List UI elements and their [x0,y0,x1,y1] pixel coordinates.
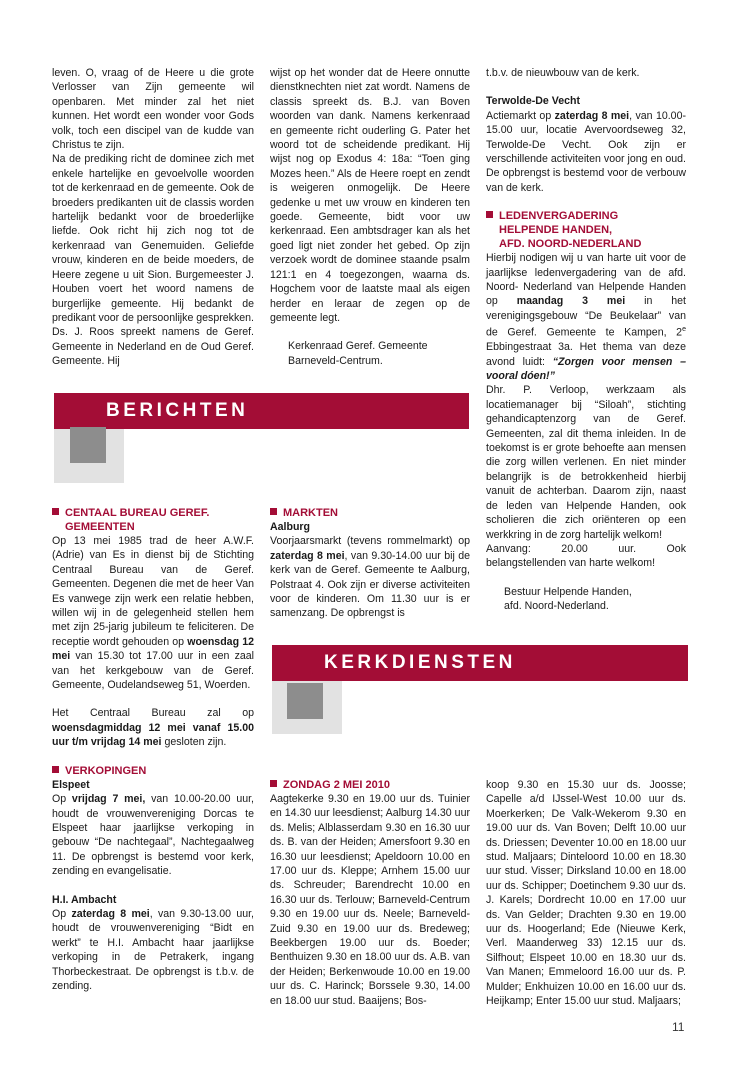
column-3-zondag [486,778,686,1009]
paragraph: leven. O, vraag of de Heere u die grote Verlosser van Zijn gemeente wil openbaren. Met minder zal het niet kunnen. Het wordt een wonder voor Gods volk, toch een discipel van de kudde van Christus te zijn. [52,67,254,152]
column-1-top [52,66,254,369]
markten-heading: MARKTEN [270,506,470,520]
paragraph: Op vrijdag 7 mei, van 10.00-20.00 uur, houdt de vrouwenvereniging Dorcas te Elspeet haar jaarlijkse verkoping in gebouw “De nachtegaal”, Nachtegaalweg 11. De opbrengst is bestemd voor kerk, zending en evangelisatie. [52,793,254,878]
bullet-square-icon [52,508,59,515]
bullet-square-icon [52,766,59,773]
paragraph: Hierbij nodigen wij u van harte uit voor de jaarlijkse ledenvergadering van de afd. Noord- Nederland van Helpende Handen op maandag 3 mei in het verenigingsgebouw “De Beukelaar” van de Geref. Gemeente te Kampen, 2e Ebbingestraat 3a. Het thema van deze avond luidt: “Zorgen voor mensen – vooral dóen!” [486,252,687,383]
paragraph: Aanvang: 20.00 uur. Ook belangstellenden van harte welkom! [486,542,686,570]
paragraph: Aagtekerke 9.30 en 19.00 uur ds. Tuinier en 14.30 uur leesdienst; Aalburg 14.30 uur ds. Melis; Alblasserdam 9.30 en 16.30 uur ds. B. van der Heiden; Amersfoort 9.30 en 16.30 uur leesdienst; Apeldoorn 10.00 en 17.00 uur ds. Kleppe; Arnhem 15.00 uur ds. Schreuder; Barendrecht 10.00 en 16.30 uur ds. Terlouw; Barneveld-Centrum 9.30 en 19.00 uur ds. Neele; Barneveld-Zuid 9.30 en 19.00 uur ds. Bredeweg; Beekbergen 19.00 uur ds. Boeder; Benthuizen 9.30 en 18.00 uur ds. A.B. van der Heiden; Berkenwoude 10.00 en 19.00 uur ds. C. Harinck; Borssele 9.30, 14.00 en 18.00 uur stud. Baaijens; Bos- [270,793,470,1007]
paragraph: Voorjaarsmarkt (tevens rommelmarkt) op zaterdag 8 mei, van 9.30-14.00 uur bij de kerk van de Geref. Gemeente te Aalburg, Polstraat 4. Ook zijn er diverse activiteiten voor de kinderen. Om 11.30 uur is er samenzang. De opbrengst is [270,535,470,620]
ledenvergadering-heading: LEDENVERGADERING HELPENDE HANDEN, AFD. NOORD-NEDERLAND [486,209,686,251]
berichten-banner [54,393,469,429]
signature: Kerkenraad Geref. Gemeente Barneveld-Centrum. [288,340,428,367]
aalburg-title: Aalburg [270,521,311,533]
paragraph: Het Centraal Bureau zal op woensdagmiddag 12 mei vanaf 15.00 uur t/m vrijdag 14 mei gesloten zijn. [52,707,254,749]
column-2-markten [270,506,470,621]
banner-decoration [70,427,106,463]
zondag-heading: ZONDAG 2 MEI 2010 [270,778,470,792]
kerkdiensten-title: KERKDIENSTEN [324,652,516,673]
ambacht-title: H.I. Ambacht [52,893,117,906]
paragraph: Dhr. P. Verloop, werkzaam als locatiemanager bij “Siloah”, stichting gehandicaptenzorg van de Geref. Gemeenten, zal dit thema inleiden. In de toekomst is er grote behoefte aan mensen die zorg willen verlenen. En niet minder belangrijk is de betrokkenheid hierbij vanuit de achterban. Daarom zijn, naast de leden van Helpende Handen, ook scholieren die zich oriënteren op een werkkring in de zorg hartelijk welkom! [486,384,686,541]
paragraph: Na de prediking richt de dominee zich met enkele hartelijke en gevoelvolle woorden tot de kerkenraad en de gemeente. Ook de broeders predikanten uit de classis worden hartelijk bedankt voor de broederlijke liefde. Ook richt hij zich nog tot de kerkenraad van Genemuiden. Geliefde vrouw, kinderen en de beide moeders, de Heere zegene u uit Sion. Burgemeester J. Houben voert het woord namens de burgerlijke gemeente. Hij bedankt de predikant voor de persoonlijke gesprekken. Ds. J. Roos spreekt namens de Geref. Gemeente in Nederland en de Oud Geref. Gemeente. Hij [52,153,255,368]
verkopingen-heading: VERKOPINGEN [52,764,254,778]
berichten-title: BERICHTEN [106,400,249,421]
bullet-square-icon [270,780,277,787]
elspeet-title: Elspeet [52,778,90,791]
paragraph: koop 9.30 en 15.30 uur ds. Joosse; Capelle a/d IJssel-West 10.00 uur ds. Moerkerken; De Valk-Wekerom 9.30 en 19.00 uur ds. Van Boven; Delft 10.00 uur ds. Driessen; Deventer 10.00 en 18.00 uur stud. Maljaars; Dinteloord 10.00 en 18.30 uur stud. Visser; Dirksland 10.00 en 18.00 uur ds. Schipper; Doetinchem 9.30 uur ds. J. Karels; Dordrecht 10.00 en 17.00 uur ds. Van Gelder; Drachten 9.30 en 19.00 uur ds. Hoogerland; Ede (Nieuwe Kerk, Verl. Maanderweg 33) 12.15 uur ds. Silfhout; Elspeet 10.00 en 18.30 uur ds. Van Manen; Emmeloord 16.00 uur ds. P. Mulder; Enkhuizen 10.00 en 16.00 uur ds. Heijkamp; Enter 15.00 uur stud. Maljaars; [486,779,686,1008]
paragraph: Op zaterdag 8 mei, van 9.30-13.00 uur, houdt de vrouwenvereniging “Bidt en werkt” te H.I. Ambacht haar jaarlijkse verkoping in de Petrakerk, ingang Thorbeckestraat. De opbrengst is t.b.v. de zending. [52,907,254,992]
centraal-bureau-heading: CENTAAL BUREAU GEREF. GEMEENTEN [52,506,254,534]
bullet-square-icon [270,508,277,515]
paragraph: t.b.v. de nieuwbouw van de kerk. [486,67,640,79]
banner-decoration [287,683,323,719]
column-3 [486,66,686,614]
column-1-bottom [52,506,254,993]
signature: afd. Noord-Nederland. [504,600,609,613]
column-2-zondag [270,778,470,1008]
paragraph: wijst op het wonder dat de Heere onnutte dienstknechten niet zat wordt. Namens de classis spreekt ds. B.J. van Boven woorden van dank. Namens kerkenraad en gemeente richt ouderling G. Pater het woord tot de scheidende predikant. Hij wijst nog op Exodus 4: 18a: “Toen ging Mozes heen.” Als de Heere roept en zendt is weigeren onmogelijk. De Heere gedenke u met uw vrouw en kinderen ten goede. Gemeente, bidt voor uw kerkenraad. Een ambtsdrager kan als het goed ligt niet zonder het gebed. Op zijn verzoek wordt de dominee staande psalm 121:1 en 4 toegezongen, waarna ds. Hogchem voor de laatste maal als eigen herder en leraar de zegen op de gemeente legt. [270,67,470,324]
terwolde-title: Terwolde-De Vecht [486,95,580,108]
paragraph: Op 13 mei 1985 trad de heer A.W.F. (Adrie) van Es in dienst bij de Stichting Centraal Bureau van de Geref. Gemeenten. Degenen die met de heer Van Es vanwege zijn werk een relatie hebben, willen wij in de gelegenheid stellen hem met zijn 25-jarig jubileum te feliciteren. De receptie wordt gehouden op woensdag 12 mei van 15.30 tot 17.00 uur in een zaal van het kerkgebouw van de Geref. Gemeente, Oudelandseweg 51, Woerden. [52,535,254,692]
paragraph: Actiemarkt op zaterdag 8 mei, van 10.00-15.00 uur, locatie Avervoordseweg 32, Terwolde-De Vecht. Ook zijn er verschillende activiteiten voor jong en oud. De opbrengst is bestemd voor de verbouw van de kerk. [486,109,686,194]
signature: Bestuur Helpende Handen, [504,585,632,598]
kerkdiensten-banner [272,645,688,681]
column-2-top [270,66,470,368]
bullet-square-icon [486,211,493,218]
page-number: 11 [672,1020,685,1034]
